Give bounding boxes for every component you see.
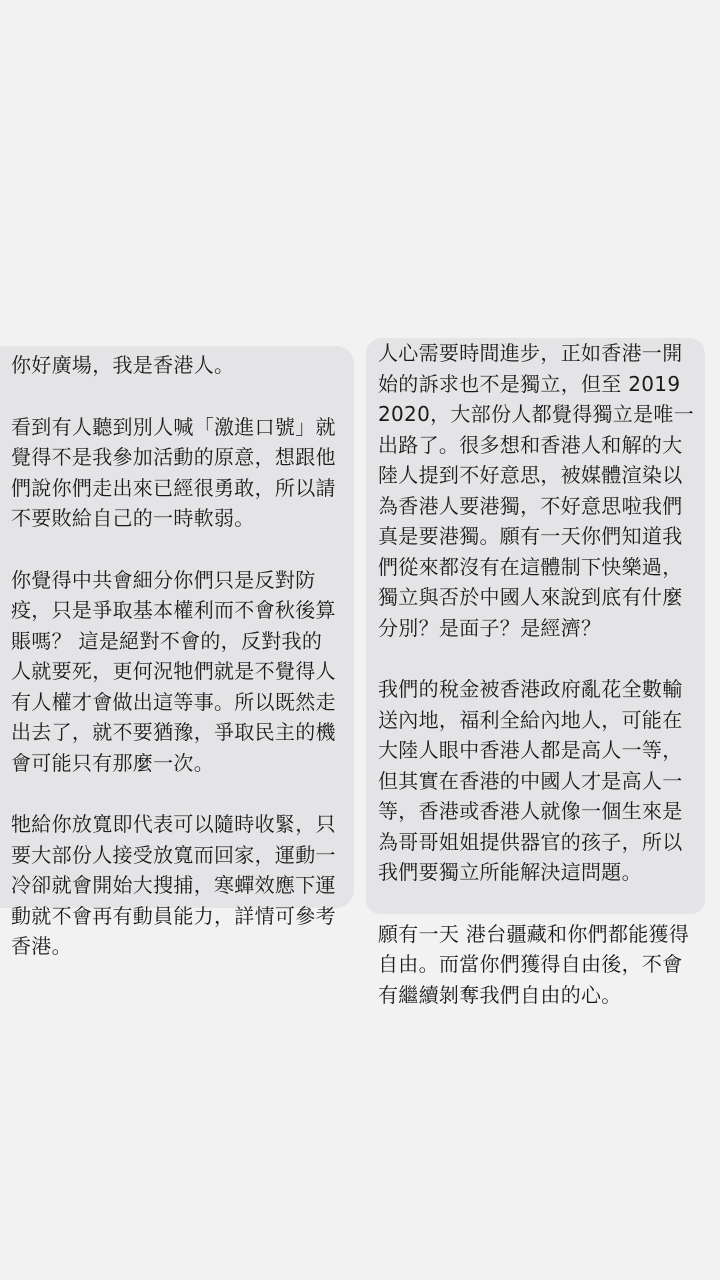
message-paragraph: 人心需要時間進步，正如香港一開始的訴求也不是獨立，但至 2019 2020，大部份人都覺得獨立是唯一出路了。很多想和香港人和解的大陸人提到不好意思，被媒體渲染以為香港人要港獨，不好意思啦我們真是要港獨。願有一天你們知道我們從來都沒有在這體制下快樂過，獨立與否於中國人來說到底有什麼分別？是面子？是經濟？ bbox=[378, 341, 694, 640]
message-paragraph: 牠給你放寬即代表可以隨時收緊，只要大部份人接受放寬而回家，運動一冷卻就會開始大搜捕，寒蟬效應下運動就不會再有動員能力，詳情可參考香港。 bbox=[11, 812, 336, 958]
message-paragraph: 看到有人聽到別人喊「激進口號」就覺得不是我參加活動的原意，想跟他們說你們走出來已經很勇敢，所以請不要敗給自己的一時軟弱。 bbox=[11, 414, 336, 530]
message-bubble-right bbox=[366, 338, 705, 1007]
message-paragraph: 願有一天 港台疆藏和你們都能獲得自由。而當你們獲得自由後，不會有繼續剝奪我們自由的心。 bbox=[378, 921, 690, 1007]
message-bubble-left bbox=[0, 346, 354, 958]
message-paragraph: 你覺得中共會細分你們只是反對防疫，只是爭取基本權利而不會秋後算賬嗎？ 這是絕對不會的，反對我的人就要死，更何況牠們就是不覺得人有人權才會做出這等事。所以既然走出去了，就不要猶豫，爭取民主的機會可能只有那麼一次。 bbox=[11, 567, 336, 775]
message-paragraph: 我們的稅金被香港政府亂花全數輸送內地，福利全給內地人，可能在大陸人眼中香港人都是高人一等，但其實在香港的中國人才是高人一等，香港或香港人就像一個生來是為哥哥姐姐提供器官的孩子，所以我們要獨立所能解決這問題。 bbox=[378, 677, 683, 884]
message-paragraph: 你好廣場，我是香港人。 bbox=[11, 353, 235, 377]
